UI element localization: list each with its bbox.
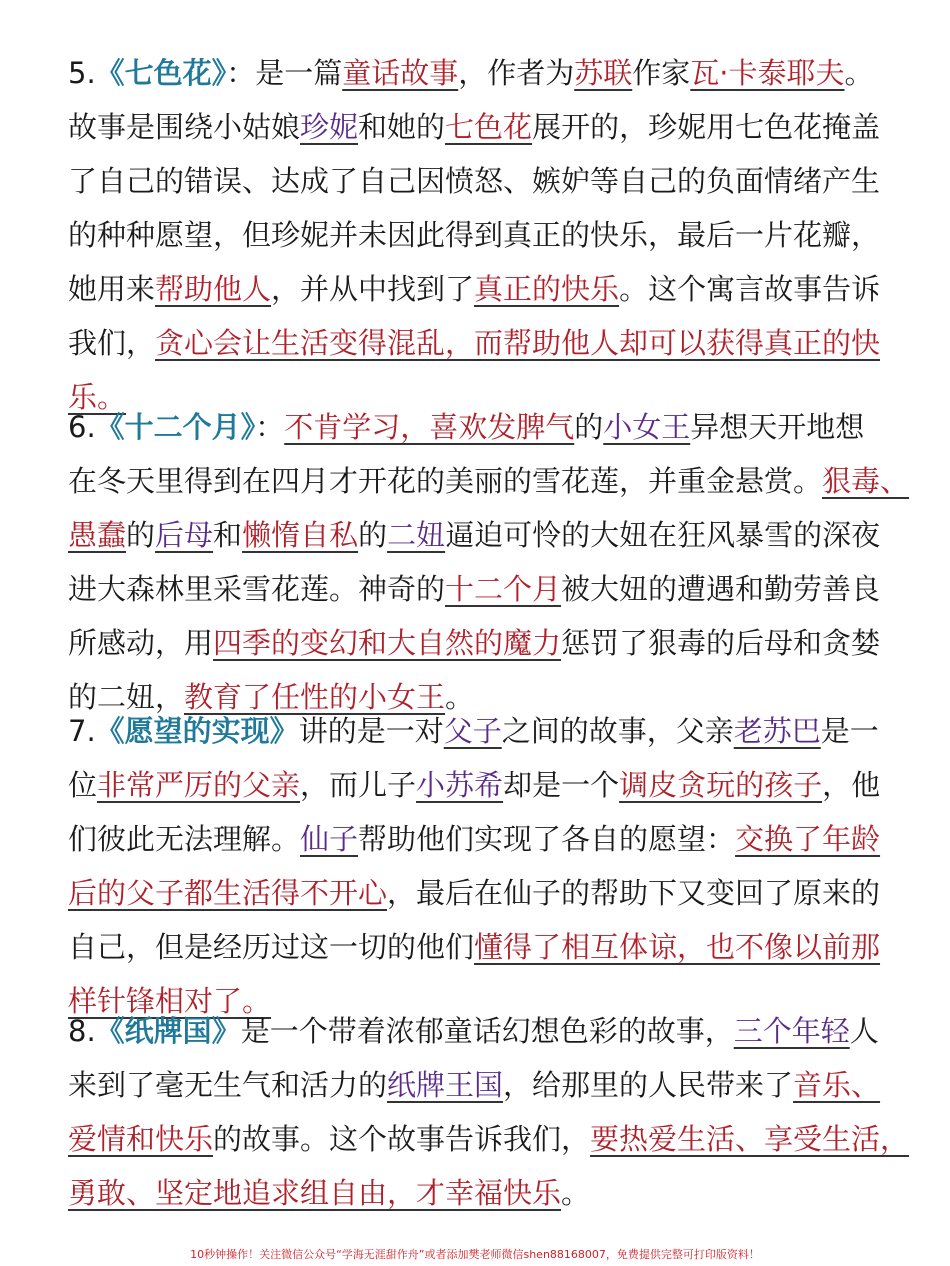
highlight-red: 乐。 [68, 380, 127, 414]
text-segment: 在冬天里得到在四月才开花的美丽的雪花莲，并重金悬赏。 [68, 464, 823, 498]
footer-note: 10秒钟操作！关注微信公众号“学海无涯甜作舟”或者添加樊老师微信shen88168007，免费提供完整可打印版资料！ [190, 1248, 760, 1261]
text-segment: 讲的是一对 [298, 714, 444, 748]
text-segment: 。 [445, 680, 475, 714]
highlight-purple: 小苏希 [416, 768, 504, 802]
highlight-red: 童话故事 [342, 56, 459, 90]
highlight-red: 十二个月 [445, 572, 562, 606]
highlight-red: 帮助他人 [155, 272, 272, 306]
highlight-purple: 后母 [155, 518, 214, 552]
entry-number: 5. [68, 56, 96, 90]
text-line [68, 454, 910, 508]
text-segment: 帮助他们实现了各自的愿望： [358, 822, 736, 856]
highlight-red: 苏联 [574, 56, 633, 90]
text-segment: 位 [68, 768, 98, 802]
text-segment: ，他 [822, 768, 881, 802]
book-title: 《纸牌国》 [95, 1014, 241, 1048]
text-segment: 。 [561, 1176, 591, 1210]
highlight-red: 贪心会让生活变得混乱，而帮助他人却可以获得真正的快 [155, 326, 881, 360]
text-line [68, 1166, 890, 1220]
text-segment: 进大森林里采雪花莲。神奇的 [68, 572, 446, 606]
text-segment: 和她的 [358, 110, 446, 144]
highlight-red: 勇敢、坚定地追求组自由，才幸福快乐 [68, 1176, 562, 1210]
text-segment: 的种种愿望，但珍妮并未因此得到真正的快乐，最后一片花瓣， [68, 218, 881, 252]
text-segment: 的二妞， [68, 680, 185, 714]
text-segment: 的 [574, 410, 604, 444]
highlight-red: 真正的快乐 [474, 272, 620, 306]
text-line [68, 1112, 910, 1166]
highlight-red: 非常严厉的父亲 [97, 768, 301, 802]
text-line [68, 154, 890, 208]
highlight-purple: 父子 [443, 714, 502, 748]
text-line [68, 704, 890, 758]
text-line [68, 208, 890, 262]
text-line [68, 262, 890, 316]
text-segment: 异想天开地想 [690, 410, 865, 444]
text-segment: 展开的，珍妮用七色花掩盖 [532, 110, 881, 144]
text-segment: 了自己的错误、达成了自己因愤怒、嫉妒等自己的负面情绪产生 [68, 164, 881, 198]
highlight-red: 音乐、 [793, 1068, 881, 1102]
entry-8 [68, 1004, 910, 1220]
text-segment: 是一个带着浓郁童话幻想色彩的故事， [240, 1014, 734, 1048]
text-segment: 自己，但是经历过这一切的他们 [68, 930, 475, 964]
highlight-red: 调皮贪玩的孩子 [619, 768, 823, 802]
book-title: 《十二个月》 [95, 410, 256, 444]
text-line [68, 508, 890, 562]
text-line [68, 316, 890, 370]
entry-6 [68, 400, 910, 724]
text-segment: 。这个寓言故事告诉 [619, 272, 881, 306]
highlight-purple: 小女王 [603, 410, 691, 444]
highlight-red: 样针锋相对了。 [68, 984, 272, 1018]
text-line [68, 1058, 890, 1112]
text-line [68, 812, 890, 866]
text-line [68, 866, 890, 920]
highlight-red: 狠毒、 [822, 464, 910, 498]
highlight-red: 七色花 [445, 110, 533, 144]
highlight-red: 要热爱生活、享受生活， [590, 1122, 910, 1156]
highlight-red: 教育了任性的小女王 [184, 680, 446, 714]
entry-number: 7. [68, 714, 96, 748]
highlight-purple: 珍妮 [300, 110, 359, 144]
text-segment: 之间的故事，父亲 [501, 714, 734, 748]
text-segment: ：是一篇 [226, 56, 343, 90]
text-line [68, 1004, 890, 1058]
highlight-red: 不肯学习，喜欢发脾气 [284, 410, 575, 444]
text-segment: 她用来 [68, 272, 156, 306]
highlight-red: 懂得了相互体谅，也不像以前那 [474, 930, 881, 964]
text-line [68, 562, 890, 616]
highlight-red: 懒惰自私 [242, 518, 359, 552]
text-segment: ： [255, 410, 285, 444]
text-segment: 人 [849, 1014, 879, 1048]
text-line [68, 100, 890, 154]
highlight-red: 愚蠢 [68, 518, 127, 552]
text-segment: 作家 [632, 56, 691, 90]
text-segment: 的 [358, 518, 388, 552]
text-segment: 惩罚了狠毒的后母和贪婪 [561, 626, 881, 660]
book-title: 《七色花》 [95, 56, 227, 90]
entry-5 [68, 46, 890, 424]
text-segment: 。 [844, 56, 874, 90]
text-segment: 来到了毫无生气和活力的 [68, 1068, 388, 1102]
text-line [68, 400, 890, 454]
text-segment: 是一 [820, 714, 879, 748]
text-line [68, 920, 890, 974]
highlight-red: 爱情和快乐 [68, 1122, 214, 1156]
text-segment: 却是一个 [503, 768, 620, 802]
text-segment: 所感动，用 [68, 626, 214, 660]
text-segment: 我们， [68, 326, 156, 360]
entry-number: 6. [68, 410, 96, 444]
text-line [68, 46, 890, 100]
entry-number: 8. [68, 1014, 96, 1048]
text-segment: 们彼此无法理解。 [68, 822, 301, 856]
text-segment: 故事是围绕小姑娘 [68, 110, 301, 144]
text-segment: 和 [213, 518, 243, 552]
text-segment: ，作者为 [458, 56, 575, 90]
highlight-red: 瓦·卡泰耶夫 [690, 56, 845, 90]
highlight-red: 交换了年龄 [735, 822, 881, 856]
text-segment: 的 [126, 518, 156, 552]
highlight-purple: 老苏巴 [733, 714, 821, 748]
entry-7 [68, 704, 890, 1028]
text-line [68, 758, 890, 812]
highlight-red: 后的父子都生活得不开心 [68, 876, 388, 910]
text-segment: 被大妞的遭遇和勤劳善良 [561, 572, 881, 606]
highlight-purple: 仙子 [300, 822, 359, 856]
text-line [68, 616, 890, 670]
highlight-purple: 纸牌王国 [387, 1068, 504, 1102]
book-title: 《愿望的实现》 [95, 714, 299, 748]
highlight-red: 四季的变幻和大自然的魔力 [213, 626, 562, 660]
text-segment: 的故事。这个故事告诉我们， [213, 1122, 591, 1156]
text-segment: ，并从中找到了 [271, 272, 475, 306]
highlight-purple: 二妞 [387, 518, 446, 552]
text-segment: ，给那里的人民带来了 [503, 1068, 794, 1102]
text-segment: 逼迫可怜的大妞在狂风暴雪的深夜 [445, 518, 881, 552]
text-segment: ，而儿子 [300, 768, 417, 802]
highlight-purple: 三个年轻 [733, 1014, 850, 1048]
text-segment: ，最后在仙子的帮助下又变回了原来的 [387, 876, 881, 910]
